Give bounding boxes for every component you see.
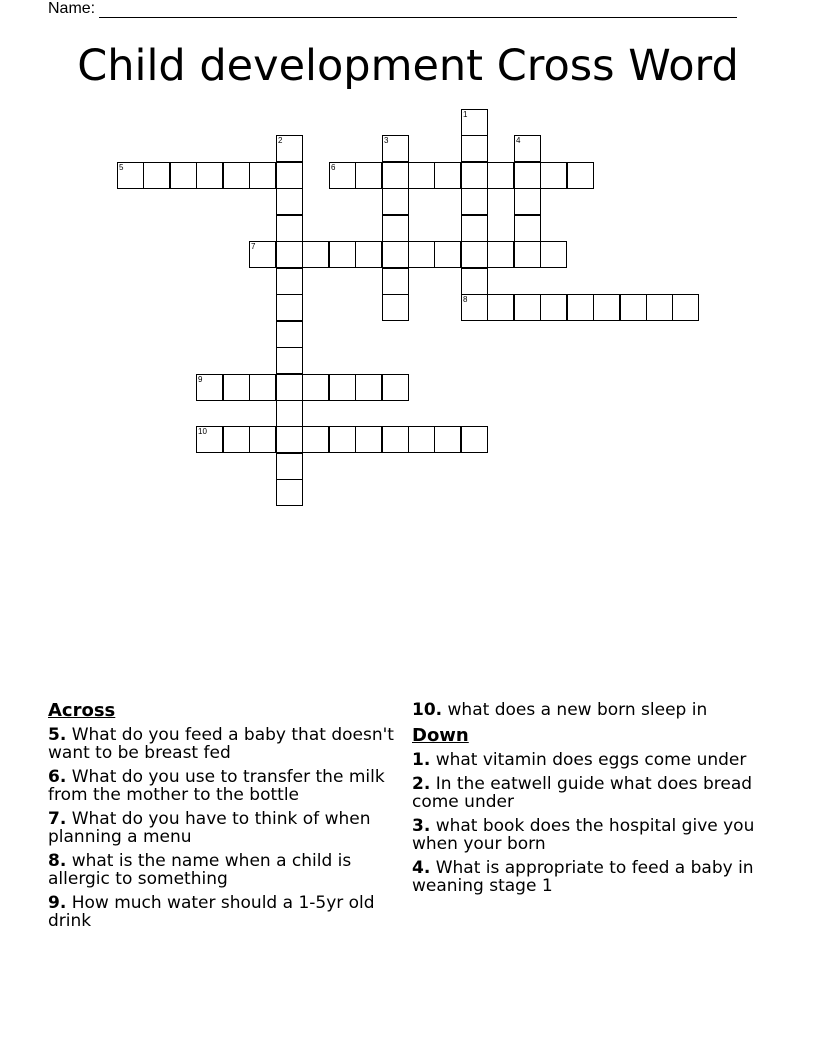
crossword-cell[interactable] <box>355 374 382 401</box>
crossword-cell[interactable] <box>143 162 170 189</box>
clue-number: 3 <box>384 136 389 145</box>
crossword-cell[interactable] <box>540 162 567 189</box>
crossword-cell[interactable] <box>329 426 356 453</box>
crossword-cell[interactable] <box>276 241 303 268</box>
clue-number: 8 <box>463 295 468 304</box>
crossword-cell[interactable] <box>514 294 541 321</box>
crossword-cell[interactable] <box>276 453 303 480</box>
crossword-cell[interactable] <box>196 374 223 401</box>
crossword-cell[interactable] <box>276 294 303 321</box>
crossword-cell[interactable] <box>117 162 144 189</box>
crossword-cell[interactable] <box>382 135 409 162</box>
crossword-cell[interactable] <box>461 241 488 268</box>
clue-number: 4 <box>516 136 521 145</box>
name-label: Name: <box>48 0 96 17</box>
crossword-cell[interactable] <box>382 188 409 215</box>
crossword-cell[interactable] <box>487 294 514 321</box>
crossword-cell[interactable] <box>461 215 488 242</box>
crossword-cell[interactable] <box>355 426 382 453</box>
crossword-cell[interactable] <box>276 321 303 348</box>
crossword-cell[interactable] <box>620 294 647 321</box>
crossword-cell[interactable] <box>302 241 329 268</box>
crossword-cell[interactable] <box>382 215 409 242</box>
crossword-cell[interactable] <box>355 162 382 189</box>
crossword-cell[interactable] <box>276 188 303 215</box>
crossword-cell[interactable] <box>514 188 541 215</box>
down-clue-3: 3. what book does the hospital give you when your born <box>412 816 755 854</box>
crossword-cell[interactable] <box>487 162 514 189</box>
crossword-cell[interactable] <box>302 374 329 401</box>
crossword-cell[interactable] <box>461 135 488 162</box>
crossword-cell[interactable] <box>382 374 409 401</box>
crossword-cell[interactable] <box>329 374 356 401</box>
crossword-cell[interactable] <box>434 162 461 189</box>
clue-number: 7 <box>251 242 256 251</box>
down-clue-2: 2. In the eatwell guide what does bread come under <box>412 774 753 812</box>
crossword-cell[interactable] <box>593 294 620 321</box>
down-heading: Down <box>412 725 469 746</box>
crossword-cell[interactable] <box>408 241 435 268</box>
crossword-cell[interactable] <box>276 479 303 506</box>
crossword-cell[interactable] <box>461 188 488 215</box>
crossword-cell[interactable] <box>382 294 409 321</box>
crossword-cell[interactable] <box>514 135 541 162</box>
crossword-cell[interactable] <box>382 426 409 453</box>
clues-column-left <box>48 701 398 936</box>
clue-number: 1 <box>463 110 468 119</box>
crossword-cell[interactable] <box>514 215 541 242</box>
crossword-cell[interactable] <box>382 241 409 268</box>
clue-number: 6 <box>331 163 336 172</box>
crossword-cell[interactable] <box>408 426 435 453</box>
crossword-cell[interactable] <box>461 294 488 321</box>
crossword-cell[interactable] <box>249 241 276 268</box>
crossword-cell[interactable] <box>276 268 303 295</box>
crossword-cell[interactable] <box>276 162 303 189</box>
crossword-cell[interactable] <box>461 162 488 189</box>
across-clue-8: 8. what is the name when a child is allergic to something <box>48 851 352 889</box>
crossword-cell[interactable] <box>329 162 356 189</box>
crossword-cell[interactable] <box>223 374 250 401</box>
across-clue-5: 5. What do you feed a baby that doesn't want to be breast fed <box>48 725 394 763</box>
crossword-cell[interactable] <box>196 162 223 189</box>
across-clue-9: 9. How much water should a 1-5yr old drink <box>48 893 375 931</box>
crossword-cell[interactable] <box>434 241 461 268</box>
crossword-cell[interactable] <box>461 426 488 453</box>
crossword-cell[interactable] <box>487 241 514 268</box>
down-clue-4: 4. What is appropriate to feed a baby in weaning stage 1 <box>412 858 754 896</box>
clues-column-right <box>412 701 767 901</box>
clue-number: 5 <box>119 163 124 172</box>
crossword-cell[interactable] <box>223 162 250 189</box>
crossword-cell[interactable] <box>276 215 303 242</box>
crossword-cell[interactable] <box>540 241 567 268</box>
across-clue-10: 10. what does a new born sleep in <box>412 700 708 720</box>
crossword-cell[interactable] <box>276 347 303 374</box>
crossword-cell[interactable] <box>382 162 409 189</box>
crossword-cell[interactable] <box>276 426 303 453</box>
across-heading: Across <box>48 700 116 721</box>
crossword-cell[interactable] <box>514 241 541 268</box>
clue-number: 2 <box>278 136 283 145</box>
crossword-cell[interactable] <box>408 162 435 189</box>
crossword-cell[interactable] <box>514 162 541 189</box>
crossword-cell[interactable] <box>355 241 382 268</box>
crossword-cell[interactable] <box>249 162 276 189</box>
crossword-cell[interactable] <box>329 241 356 268</box>
crossword-cell[interactable] <box>434 426 461 453</box>
clue-number: 9 <box>198 375 203 384</box>
crossword-cell[interactable] <box>249 374 276 401</box>
crossword-cell[interactable] <box>302 426 329 453</box>
across-clue-7: 7. What do you have to think of when planning a menu <box>48 809 371 847</box>
crossword-cell[interactable] <box>567 162 594 189</box>
crossword-cell[interactable] <box>276 135 303 162</box>
crossword-cell[interactable] <box>461 109 488 136</box>
down-clue-1: 1. what vitamin does eggs come under <box>412 750 747 770</box>
clue-number: 10 <box>198 427 207 436</box>
crossword-cell[interactable] <box>196 426 223 453</box>
across-clue-6: 6. What do you use to transfer the milk from the mother to the bottle <box>48 767 385 805</box>
page-title: Child development Cross Word <box>77 41 739 91</box>
crossword-cell[interactable] <box>646 294 673 321</box>
crossword-cell[interactable] <box>461 268 488 295</box>
crossword-cell[interactable] <box>382 268 409 295</box>
crossword-cell[interactable] <box>540 294 567 321</box>
crossword-cell[interactable] <box>276 400 303 427</box>
crossword-cell[interactable] <box>276 374 303 401</box>
crossword-cell[interactable] <box>672 294 699 321</box>
crossword-cell[interactable] <box>567 294 594 321</box>
crossword-cell[interactable] <box>170 162 197 189</box>
crossword-cell[interactable] <box>249 426 276 453</box>
crossword-cell[interactable] <box>223 426 250 453</box>
